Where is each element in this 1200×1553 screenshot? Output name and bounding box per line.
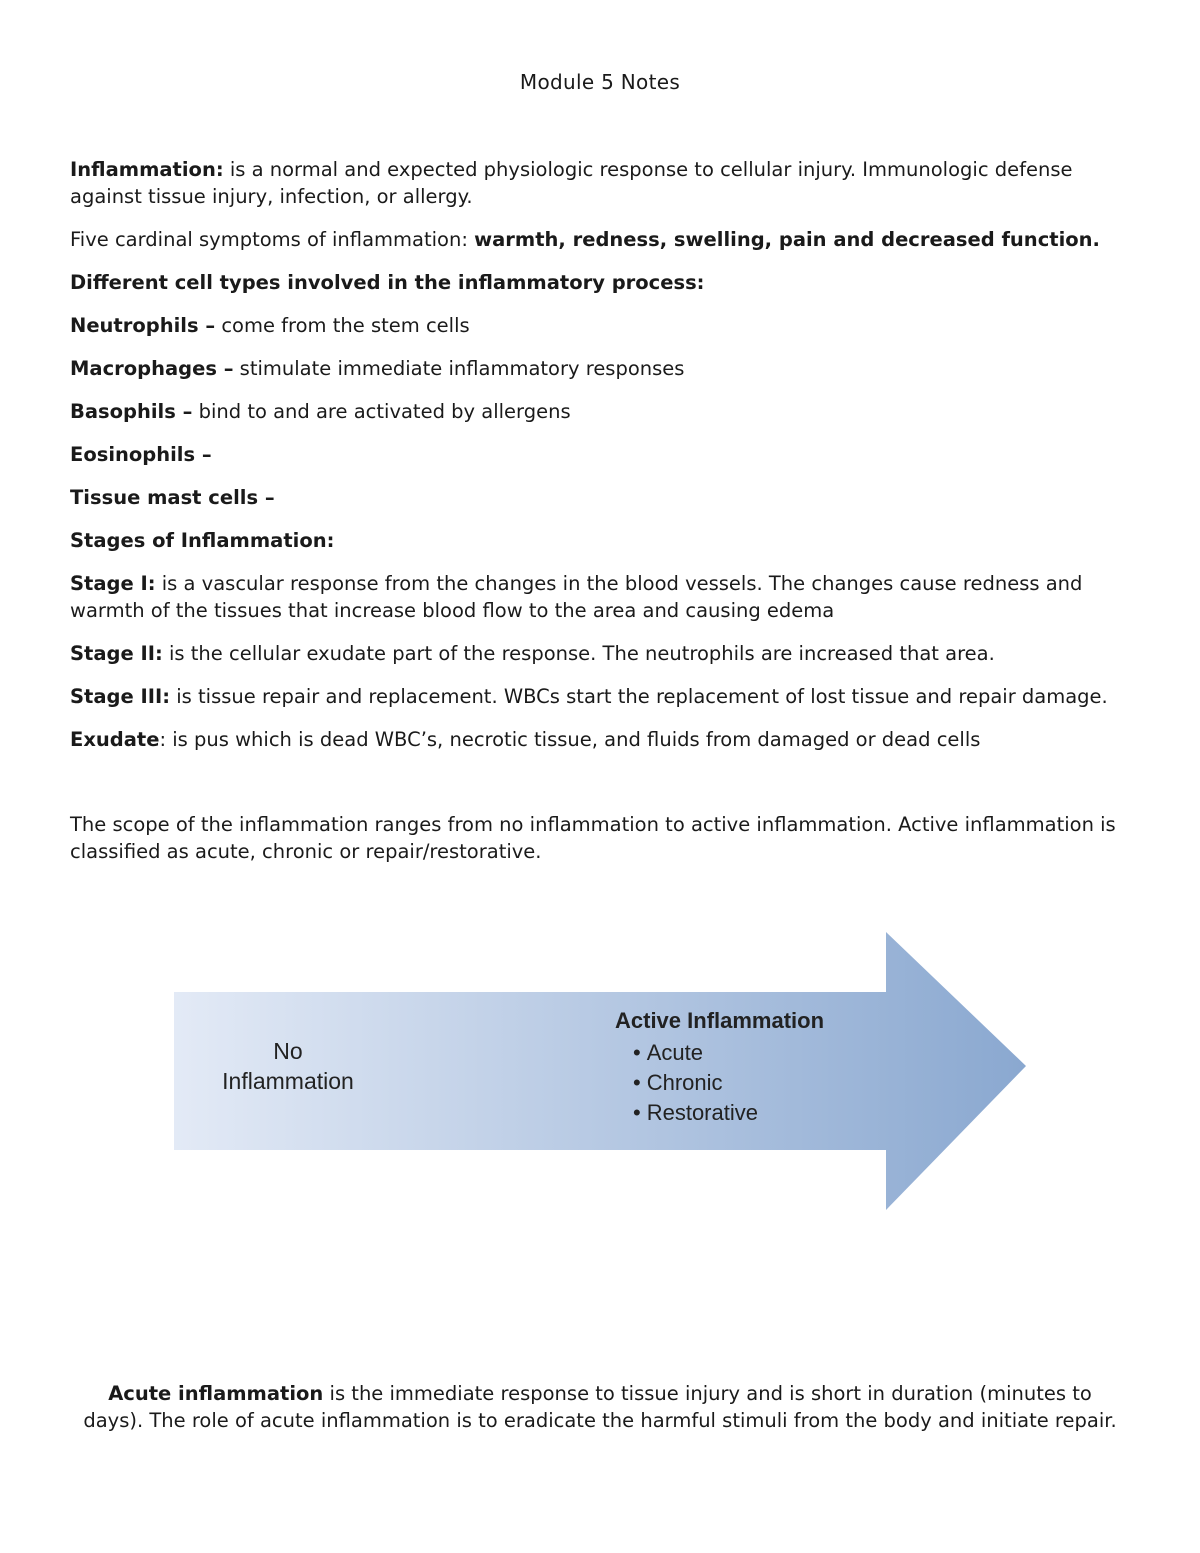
stage-label: Stage III: [70,685,171,708]
inflammation-definition [70,156,1130,210]
acute-inflammation-paragraph [80,1380,1120,1434]
cardinal-symptoms [70,226,1130,253]
active-item-restorative: • Restorative [633,1098,824,1128]
cell-name: Tissue mast cells – [70,486,275,509]
acute-text: is the immediate response to tissue injury and is short in duration (minutes to days). The role of acute inflammation is to eradicate the harmful stimuli from the body and initiate repair. [83,1382,1117,1432]
cell-item-tissue-mast-cells [70,484,1130,511]
stage-text: is a vascular response from the changes in the blood vessels. The changes cause redness and warmth of the tissues that increase blood flow to the area and causing edema [70,572,1083,622]
stage-3 [70,683,1130,710]
cell-desc: stimulate immediate inflammatory responses [233,357,685,380]
exudate-definition [70,726,1130,753]
exudate-text: : is pus which is dead WBC’s, necrotic tissue, and fluids from damaged or dead cells [159,728,981,751]
cell-item-neutrophils [70,312,1130,339]
notes-body [70,156,1130,881]
cell-name: Basophils – [70,400,193,423]
inflammation-text: is a normal and expected physiologic response to cellular injury. Immunologic defense against tissue injury, infection, or allergy. [70,158,1073,208]
active-item-acute: • Acute [633,1038,824,1068]
no-inflammation-label [214,1036,362,1096]
stages-heading [70,527,1130,554]
cell-item-eosinophils [70,441,1130,468]
acute-term: Acute inflammation [108,1382,324,1405]
cell-item-basophils [70,398,1130,425]
cell-types-heading [70,269,1130,296]
exudate-term: Exudate [70,728,160,751]
cell-desc: bind to and are activated by allergens [192,400,571,423]
active-inflammation-list [633,1038,824,1128]
cell-name: Neutrophils – [70,314,216,337]
stage-text: is the cellular exudate part of the response. The neutrophils are increased that area. [162,642,995,665]
cell-types-heading-text: Different cell types involved in the inflammatory process: [70,271,705,294]
stages-heading-text: Stages of Inflammation: [70,529,335,552]
no-inflammation-line2: Inflammation [222,1068,354,1094]
inflammation-term: Inflammation: [70,158,224,181]
cell-name: Macrophages – [70,357,234,380]
cell-name: Eosinophils – [70,443,212,466]
scope-paragraph: The scope of the inflammation ranges from no inflammation to active inflammation. Active inflammation is classified as acute, chronic or repair/restorative. [70,813,1116,863]
no-inflammation-line1: No [273,1038,303,1064]
stage-label: Stage II: [70,642,163,665]
stage-1 [70,570,1130,624]
stage-label: Stage I: [70,572,156,595]
inflammation-scope-diagram [174,932,1026,1210]
active-inflammation-block [615,1006,824,1128]
cell-item-macrophages [70,355,1130,382]
cell-desc: come from the stem cells [215,314,470,337]
active-inflammation-heading: Active Inflammation [615,1008,825,1033]
active-item-chronic: • Chronic [633,1068,824,1098]
stage-2 [70,640,1130,667]
stage-text: is tissue repair and replacement. WBCs start the replacement of lost tissue and repair damage. [170,685,1108,708]
cardinal-prefix: Five cardinal symptoms of inflammation: [70,228,475,251]
cardinal-list: warmth, redness, swelling, pain and decreased function. [474,228,1100,251]
page-title: Module 5 Notes [519,70,681,94]
